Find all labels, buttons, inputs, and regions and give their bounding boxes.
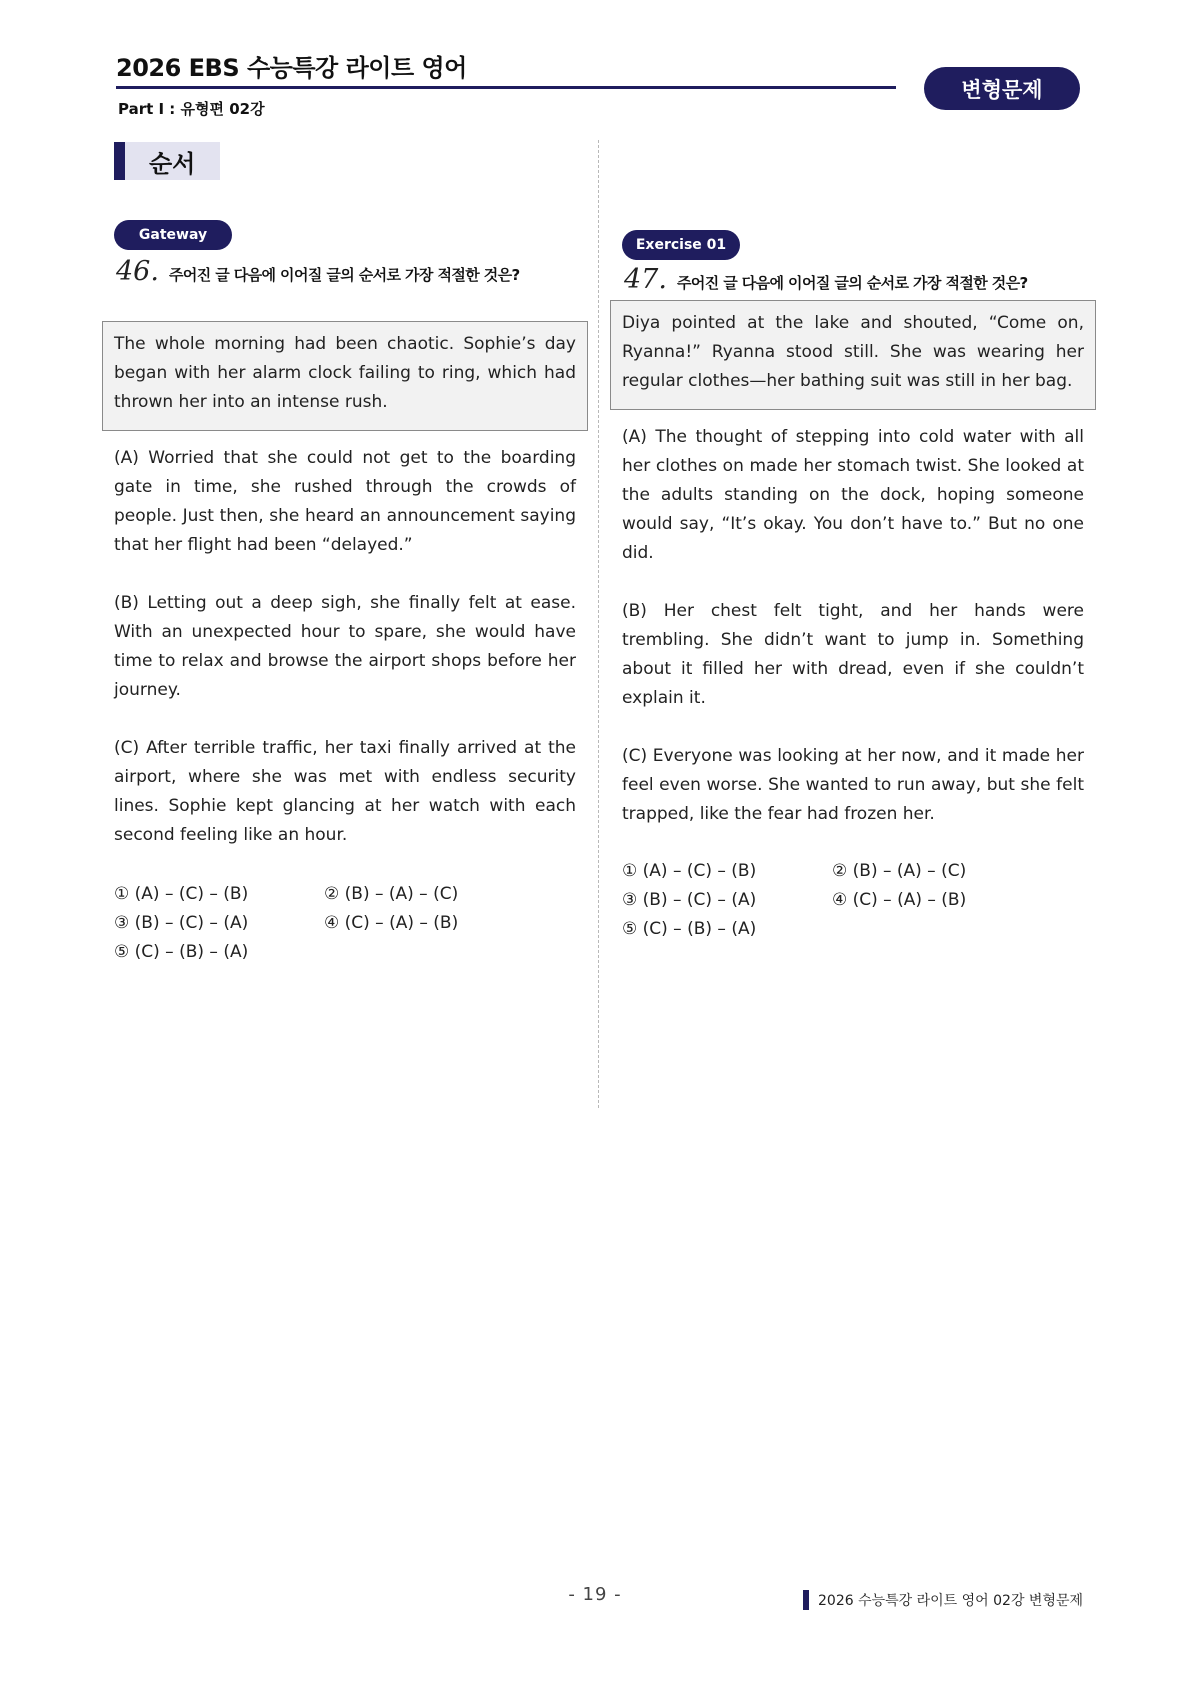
variant-badge: 변형문제 bbox=[924, 67, 1080, 110]
option-2[interactable]: ② (B) – (A) – (C) bbox=[324, 884, 459, 904]
column-divider bbox=[598, 140, 599, 1108]
footer-bar bbox=[803, 1590, 809, 1610]
paragraph-b: (B) Her chest felt tight, and her hands were trembling. She didn’t want to jump in. Something about it filled her with dread, even if she couldn’t explain it. bbox=[622, 601, 1084, 708]
option-3[interactable]: ③ (B) – (C) – (A) bbox=[622, 890, 757, 910]
option-1[interactable]: ① (A) – (C) – (B) bbox=[114, 884, 249, 904]
given-passage-box bbox=[102, 321, 588, 431]
question-number: 46. bbox=[116, 256, 159, 287]
option-2[interactable]: ② (B) – (A) – (C) bbox=[832, 861, 967, 881]
header-rule bbox=[116, 86, 896, 89]
option-5[interactable]: ⑤ (C) – (B) – (A) bbox=[622, 919, 757, 939]
option-5[interactable]: ⑤ (C) – (B) – (A) bbox=[114, 942, 249, 962]
option-4[interactable]: ④ (C) – (A) – (B) bbox=[324, 913, 459, 933]
footer-text: 2026 수능특강 라이트 영어 02강 변형문제 bbox=[818, 1593, 1084, 1609]
given-passage: Diya pointed at the lake and shouted, “Come on, Ryanna!” Ryanna stood still. She was wearing her regular clothes—her bathing suit was still in her bag. bbox=[622, 313, 1084, 391]
question-number: 47. bbox=[624, 264, 667, 295]
question-prompt: 주어진 글 다음에 이어질 글의 순서로 가장 적절한 것은? bbox=[676, 274, 1028, 292]
section-label: 순서 bbox=[114, 142, 220, 180]
paragraph-c: (C) After terrible traffic, her taxi finally arrived at the airport, where she was met with endless security lines. Sophie kept glancing at her watch with each second feeling like an hour. bbox=[114, 738, 576, 845]
answer-options-left bbox=[114, 880, 534, 967]
gateway-tag: Gateway bbox=[114, 220, 232, 250]
footer-note bbox=[803, 1590, 1083, 1610]
paragraph-c: (C) Everyone was looking at her now, and it made her feel even worse. She wanted to run away, but she felt trapped, like the fear had frozen her. bbox=[622, 746, 1084, 824]
answer-options-right bbox=[622, 857, 1042, 944]
document-subtitle: Part Ⅰ : 유형편 02강 bbox=[118, 100, 265, 118]
option-3[interactable]: ③ (B) – (C) – (A) bbox=[114, 913, 249, 933]
option-4[interactable]: ④ (C) – (A) – (B) bbox=[832, 890, 967, 910]
page-number: - 19 - bbox=[568, 1584, 622, 1605]
option-1[interactable]: ① (A) – (C) – (B) bbox=[622, 861, 757, 881]
paragraph-a: (A) The thought of stepping into cold water with all her clothes on made her stomach twist. She looked at the adults standing on the dock, hoping someone would say, “It’s okay. You don’t have to.” But no one did. bbox=[622, 427, 1084, 563]
question-47-line bbox=[624, 264, 1028, 295]
paragraph-a: (A) Worried that she could not get to the boarding gate in time, she rushed through the crowds of people. Just then, she heard an announcement saying that her flight had been “delayed.” bbox=[114, 448, 576, 555]
paragraphs-left bbox=[114, 444, 576, 879]
given-passage: The whole morning had been chaotic. Sophie’s day began with her alarm clock failing to ring, which had thrown her into an intense rush. bbox=[114, 334, 576, 412]
paragraph-b: (B) Letting out a deep sigh, she finally felt at ease. With an unexpected hour to spare, she would have time to relax and browse the airport shops before her journey. bbox=[114, 593, 576, 700]
question-46-line bbox=[116, 256, 520, 287]
exercise-tag: Exercise 01 bbox=[622, 230, 740, 260]
paragraphs-right bbox=[622, 423, 1084, 858]
given-passage-box bbox=[610, 300, 1096, 410]
question-prompt: 주어진 글 다음에 이어질 글의 순서로 가장 적절한 것은? bbox=[168, 266, 520, 284]
document-title: 2026 EBS 수능특강 라이트 영어 bbox=[116, 54, 467, 82]
